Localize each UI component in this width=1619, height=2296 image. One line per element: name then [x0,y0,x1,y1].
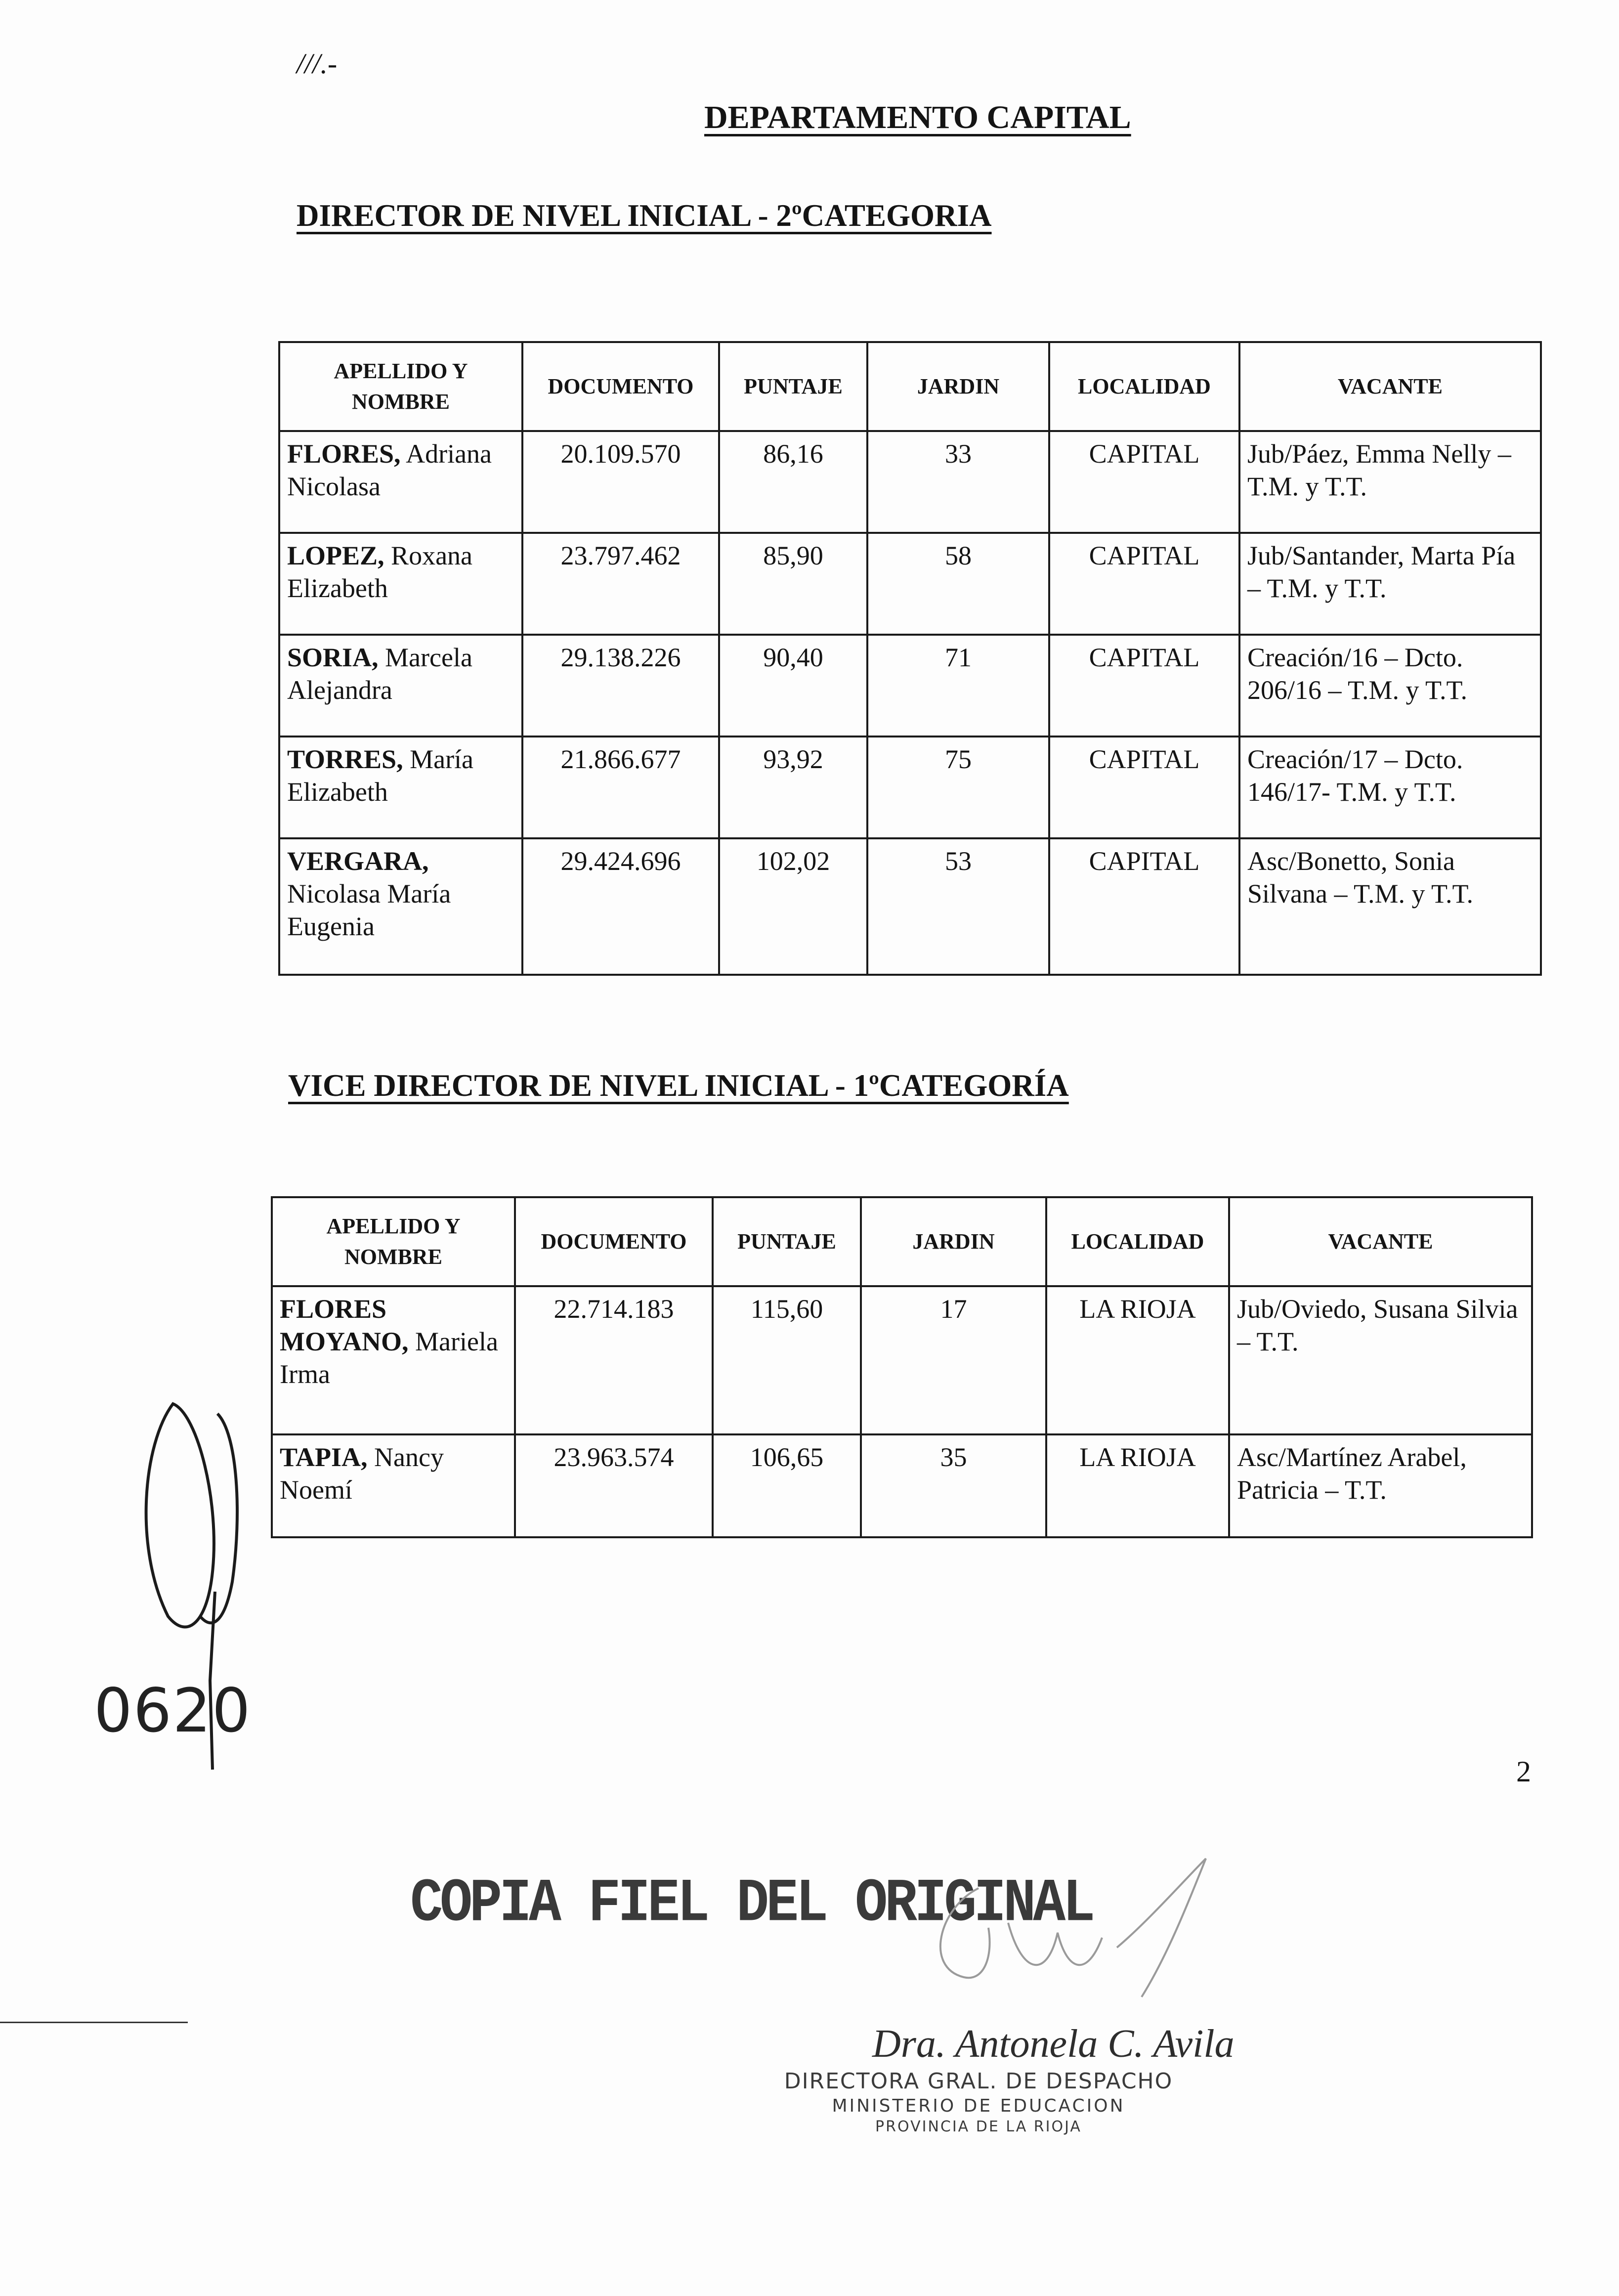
signatory-ministry: MINISTERIO DE EDUCACION [832,2096,1125,2116]
vacante-cell: Jub/Oviedo, Susana Silvia – T.T. [1229,1286,1532,1434]
col-header-documento: DOCUMENTO [522,342,719,431]
signatory-province: PROVINCIA DE LA RIOJA [875,2118,1082,2135]
given-name: Marcela Alejandra [287,643,472,705]
reference-mark: ///.- [297,47,338,80]
col-header-puntaje: PUNTAJE [719,342,867,431]
localidad-cell: CAPITAL [1049,431,1239,533]
jardin-cell: 33 [867,431,1049,533]
col-header-apellido: APELLIDO Y NOMBRE [272,1197,515,1286]
section1-title: DIRECTOR DE NIVEL INICIAL - 2ºCATEGORIA [297,198,992,233]
localidad-cell: CAPITAL [1049,838,1239,975]
director-table [278,341,1542,976]
name-cell [279,736,522,838]
col-header-localidad: LOCALIDAD [1046,1197,1229,1286]
given-name: Roxana Elizabeth [287,541,472,603]
col-header-apellido: APELLIDO Y NOMBRE [279,342,522,431]
surname: SORIA, [287,643,379,672]
certified-copy-stamp: COPIA FIEL DEL ORIGINAL [410,1869,1093,1939]
section2-title: VICE DIRECTOR DE NIVEL INICIAL - 1ºCATEGORÍA [288,1068,1069,1103]
surname: FLORES, [287,439,401,469]
puntaje-cell: 115,60 [713,1286,861,1434]
vacante-cell: Jub/Páez, Emma Nelly – T.M. y T.T. [1239,431,1541,533]
col-header-vacante: VACANTE [1229,1197,1532,1286]
documento-cell: 23.963.574 [515,1434,713,1537]
documento-cell: 23.797.462 [522,533,719,635]
surname: FLORES MOYANO, [280,1294,409,1356]
divider-line [0,2022,188,2023]
folio-number: 0620 [94,1676,252,1746]
surname: TORRES, [287,744,403,774]
table-row [279,736,1541,838]
vacante-cell: Jub/Santander, Marta Pía – T.M. y T.T. [1239,533,1541,635]
col-header-jardin: JARDIN [861,1197,1046,1286]
puntaje-cell: 90,40 [719,635,867,736]
table-row [279,635,1541,736]
col-header-vacante: VACANTE [1239,342,1541,431]
page-number: 2 [1516,1755,1531,1788]
signature-scribble [909,1849,1265,2007]
localidad-cell: CAPITAL [1049,533,1239,635]
signatory-title: DIRECTORA GRAL. DE DESPACHO [784,2069,1173,2094]
localidad-cell: CAPITAL [1049,635,1239,736]
table-header-row [272,1197,1532,1286]
surname: VERGARA, [287,846,429,876]
documento-cell: 29.424.696 [522,838,719,975]
given-name: Nicolasa María Eugenia [287,878,451,941]
name-cell [272,1434,515,1537]
documento-cell: 29.138.226 [522,635,719,736]
vacante-cell: Creación/16 – Dcto. 206/16 – T.M. y T.T. [1239,635,1541,736]
given-name: Mariela Irma [280,1326,498,1389]
jardin-cell: 35 [861,1434,1046,1537]
given-name: Adriana Nicolasa [287,439,492,501]
localidad-cell: LA RIOJA [1046,1434,1229,1537]
vacante-cell: Asc/Martínez Arabel, Patricia – T.T. [1229,1434,1532,1537]
localidad-cell: LA RIOJA [1046,1286,1229,1434]
name-cell [279,635,522,736]
documento-cell: 22.714.183 [515,1286,713,1434]
name-cell [279,533,522,635]
puntaje-cell: 106,65 [713,1434,861,1537]
table-row [279,838,1541,975]
jardin-cell: 58 [867,533,1049,635]
puntaje-cell: 86,16 [719,431,867,533]
name-cell [279,838,522,975]
given-name: María Elizabeth [287,744,474,807]
signatory-name: Dra. Antonela C. Avila [872,2022,1235,2066]
table-row [272,1434,1532,1537]
jardin-cell: 17 [861,1286,1046,1434]
jardin-cell: 71 [867,635,1049,736]
puntaje-cell: 85,90 [719,533,867,635]
table-row [272,1286,1532,1434]
table-row [279,431,1541,533]
puntaje-cell: 102,02 [719,838,867,975]
table-row [279,533,1541,635]
name-cell [279,431,522,533]
col-header-localidad: LOCALIDAD [1049,342,1239,431]
col-header-jardin: JARDIN [867,342,1049,431]
jardin-cell: 53 [867,838,1049,975]
vacante-cell: Creación/17 – Dcto. 146/17- T.M. y T.T. [1239,736,1541,838]
col-header-documento: DOCUMENTO [515,1197,713,1286]
vacante-cell: Asc/Bonetto, Sonia Silvana – T.M. y T.T. [1239,838,1541,975]
col-header-puntaje: PUNTAJE [713,1197,861,1286]
surname: TAPIA, [280,1442,368,1472]
documento-cell: 20.109.570 [522,431,719,533]
localidad-cell: CAPITAL [1049,736,1239,838]
name-cell [272,1286,515,1434]
vice-director-table [271,1196,1533,1538]
given-name: Nancy Noemí [280,1442,444,1505]
surname: LOPEZ, [287,541,384,570]
department-title: DEPARTAMENTO CAPITAL [704,99,1131,135]
table-header-row [279,342,1541,431]
jardin-cell: 75 [867,736,1049,838]
puntaje-cell: 93,92 [719,736,867,838]
documento-cell: 21.866.677 [522,736,719,838]
